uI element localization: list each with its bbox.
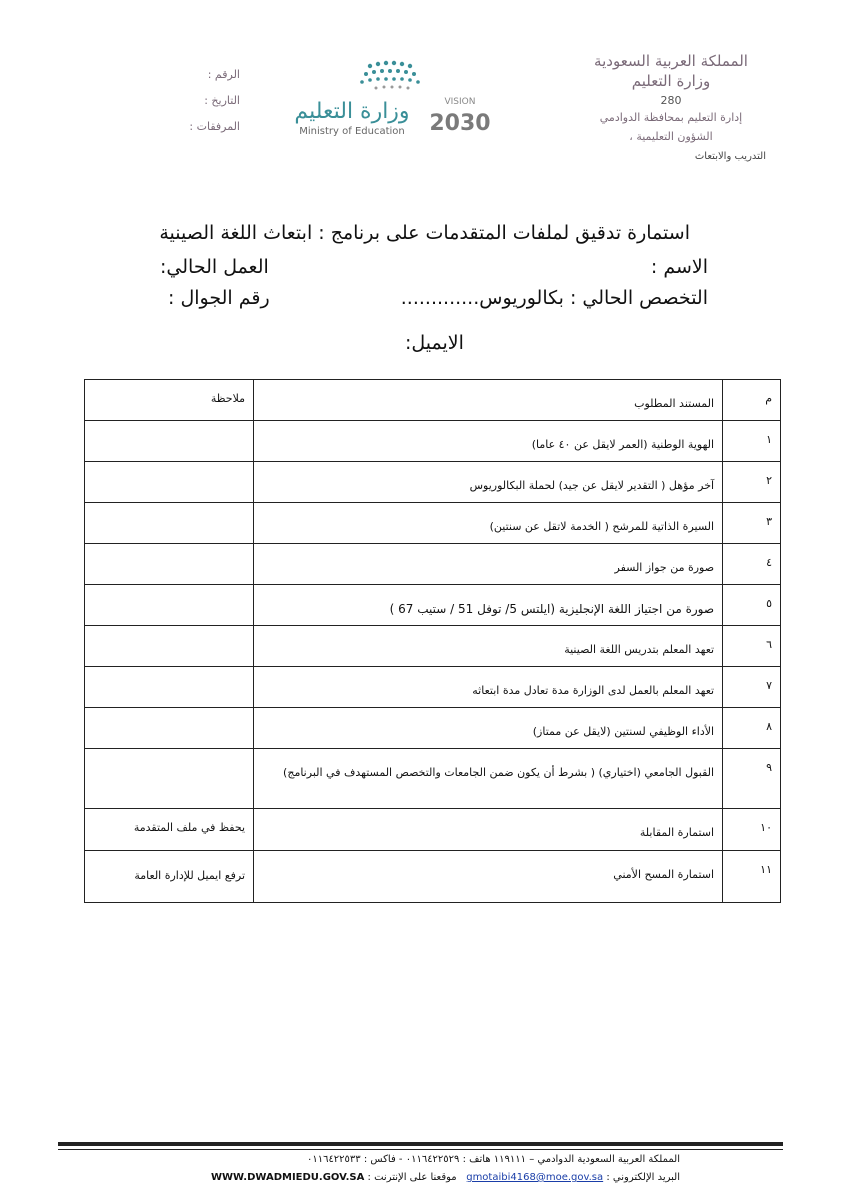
table-row <box>85 626 781 667</box>
header-doc: المستند المطلوب <box>254 380 723 421</box>
row-doc: السيرة الذاتية للمرشح ( الخدمة لاتقل عن سنتين) <box>254 503 723 544</box>
row-note <box>85 708 254 749</box>
row-note <box>85 462 254 503</box>
footer-site-label: موقعنا على الإنترنت : <box>367 1172 457 1183</box>
row-note: يحفظ في ملف المتقدمة <box>85 809 254 851</box>
ministry-logo-icon <box>290 52 515 152</box>
row-doc: استمارة المقابلة <box>254 809 723 851</box>
documents-table <box>84 379 781 903</box>
ministry-logo <box>290 52 515 152</box>
table-row <box>85 503 781 544</box>
row-num: ٥ <box>723 585 781 626</box>
spec-field: التخصص الحالي : بكالوريوس............. <box>400 287 708 309</box>
ministry-header <box>576 52 766 162</box>
job-field: العمل الحالي: <box>160 256 269 278</box>
row-num: ١٠ <box>723 809 781 851</box>
row-num: ٧ <box>723 667 781 708</box>
header-note: ملاحظة <box>85 380 254 421</box>
table-row <box>85 667 781 708</box>
footer-email-link[interactable]: gmotaibi4168@moe.gov.sa <box>466 1172 604 1183</box>
footer-site-link[interactable]: WWW.DWADMIEDU.GOV.SA <box>211 1172 365 1183</box>
row-num: ٢ <box>723 462 781 503</box>
row-doc: تعهد المعلم بالعمل لدى الوزارة مدة تعادل مدة ابتعاثه <box>254 667 723 708</box>
row-note <box>85 667 254 708</box>
affairs-name: الشؤون التعليمية ، <box>629 130 713 143</box>
row-num: ١ <box>723 421 781 462</box>
row-note <box>85 585 254 626</box>
row-note <box>85 421 254 462</box>
attach-label: المرفقات : <box>189 120 240 133</box>
row-doc: الهوية الوطنية (العمر لايقل عن ٤٠ عاما) <box>254 421 723 462</box>
row-doc: آخر مؤهل ( التقدير لايقل عن جيد) لحملة البكالوريوس <box>254 462 723 503</box>
row-note <box>85 544 254 585</box>
table-row <box>85 708 781 749</box>
vision-year: 2030 <box>429 111 491 136</box>
table-header-row <box>85 380 781 421</box>
row-note <box>85 749 254 809</box>
ref-fields <box>170 62 240 140</box>
form-title: استمارة تدقيق لملفات المتقدمات على برنامج : ابتعاث اللغة الصينية <box>159 222 690 244</box>
mobile-field: رقم الجوال : <box>168 287 270 309</box>
table-row <box>85 421 781 462</box>
date-label: التاريخ : <box>204 94 240 107</box>
row-num: ٨ <box>723 708 781 749</box>
footer-contact <box>150 1172 680 1183</box>
ministry-name: وزارة التعليم <box>631 72 711 90</box>
logo-english-text: Ministry of Education <box>299 126 405 137</box>
row-doc: القبول الجامعي (اختياري) ( بشرط أن يكون ضمن الجامعات والتخصص المستهدف في البرنامج) <box>254 749 723 809</box>
header-code: 280 <box>660 94 682 107</box>
table-row <box>85 585 781 626</box>
table-row <box>85 749 781 809</box>
table-row <box>85 462 781 503</box>
dept-name: التدريب والابتعاث <box>694 151 766 162</box>
row-doc: استمارة المسح الأمني <box>254 851 723 903</box>
logo-arabic-text: وزارة التعليم <box>294 99 410 124</box>
footer-address: المملكة العربية السعودية الدوادمي – ١١٩١١١ هاتف : ٠١١٦٤٢٢٥٢٩ - فاكس : ٠١١٦٤٢٢٥٣٣ <box>306 1154 680 1165</box>
footer-email-label: البريد الإلكتروني : <box>606 1172 680 1183</box>
row-num: ٣ <box>723 503 781 544</box>
row-doc: صورة من جواز السفر <box>254 544 723 585</box>
table-row <box>85 544 781 585</box>
row-num: ٤ <box>723 544 781 585</box>
kingdom-name: المملكة العربية السعودية <box>594 52 748 70</box>
header-num: م <box>723 380 781 421</box>
row-num: ٦ <box>723 626 781 667</box>
admin-name: إدارة التعليم بمحافظة الدوادمي <box>599 111 743 124</box>
row-doc: تعهد المعلم بتدريس اللغة الصينية <box>254 626 723 667</box>
footer-divider-thin <box>58 1149 783 1150</box>
vision-label: VISION <box>444 97 476 107</box>
table-row <box>85 851 781 903</box>
row-num: ٩ <box>723 749 781 809</box>
footer-divider <box>58 1142 783 1146</box>
row-num: ١١ <box>723 851 781 903</box>
row-doc: صورة من اجتياز اللغة الإنجليزية (ايلتس 5/ توفل 51 / ستيب 67 ) <box>254 585 723 626</box>
ref-label: الرقم : <box>207 68 240 81</box>
table-row <box>85 809 781 851</box>
row-note <box>85 626 254 667</box>
email-field: الايميل: <box>405 332 464 354</box>
name-field: الاسم : <box>650 256 708 278</box>
row-doc: الأداء الوظيفي لسنتين (لايقل عن ممتاز) <box>254 708 723 749</box>
row-note: ترفع ايميل للإدارة العامة <box>85 851 254 903</box>
row-note <box>85 503 254 544</box>
